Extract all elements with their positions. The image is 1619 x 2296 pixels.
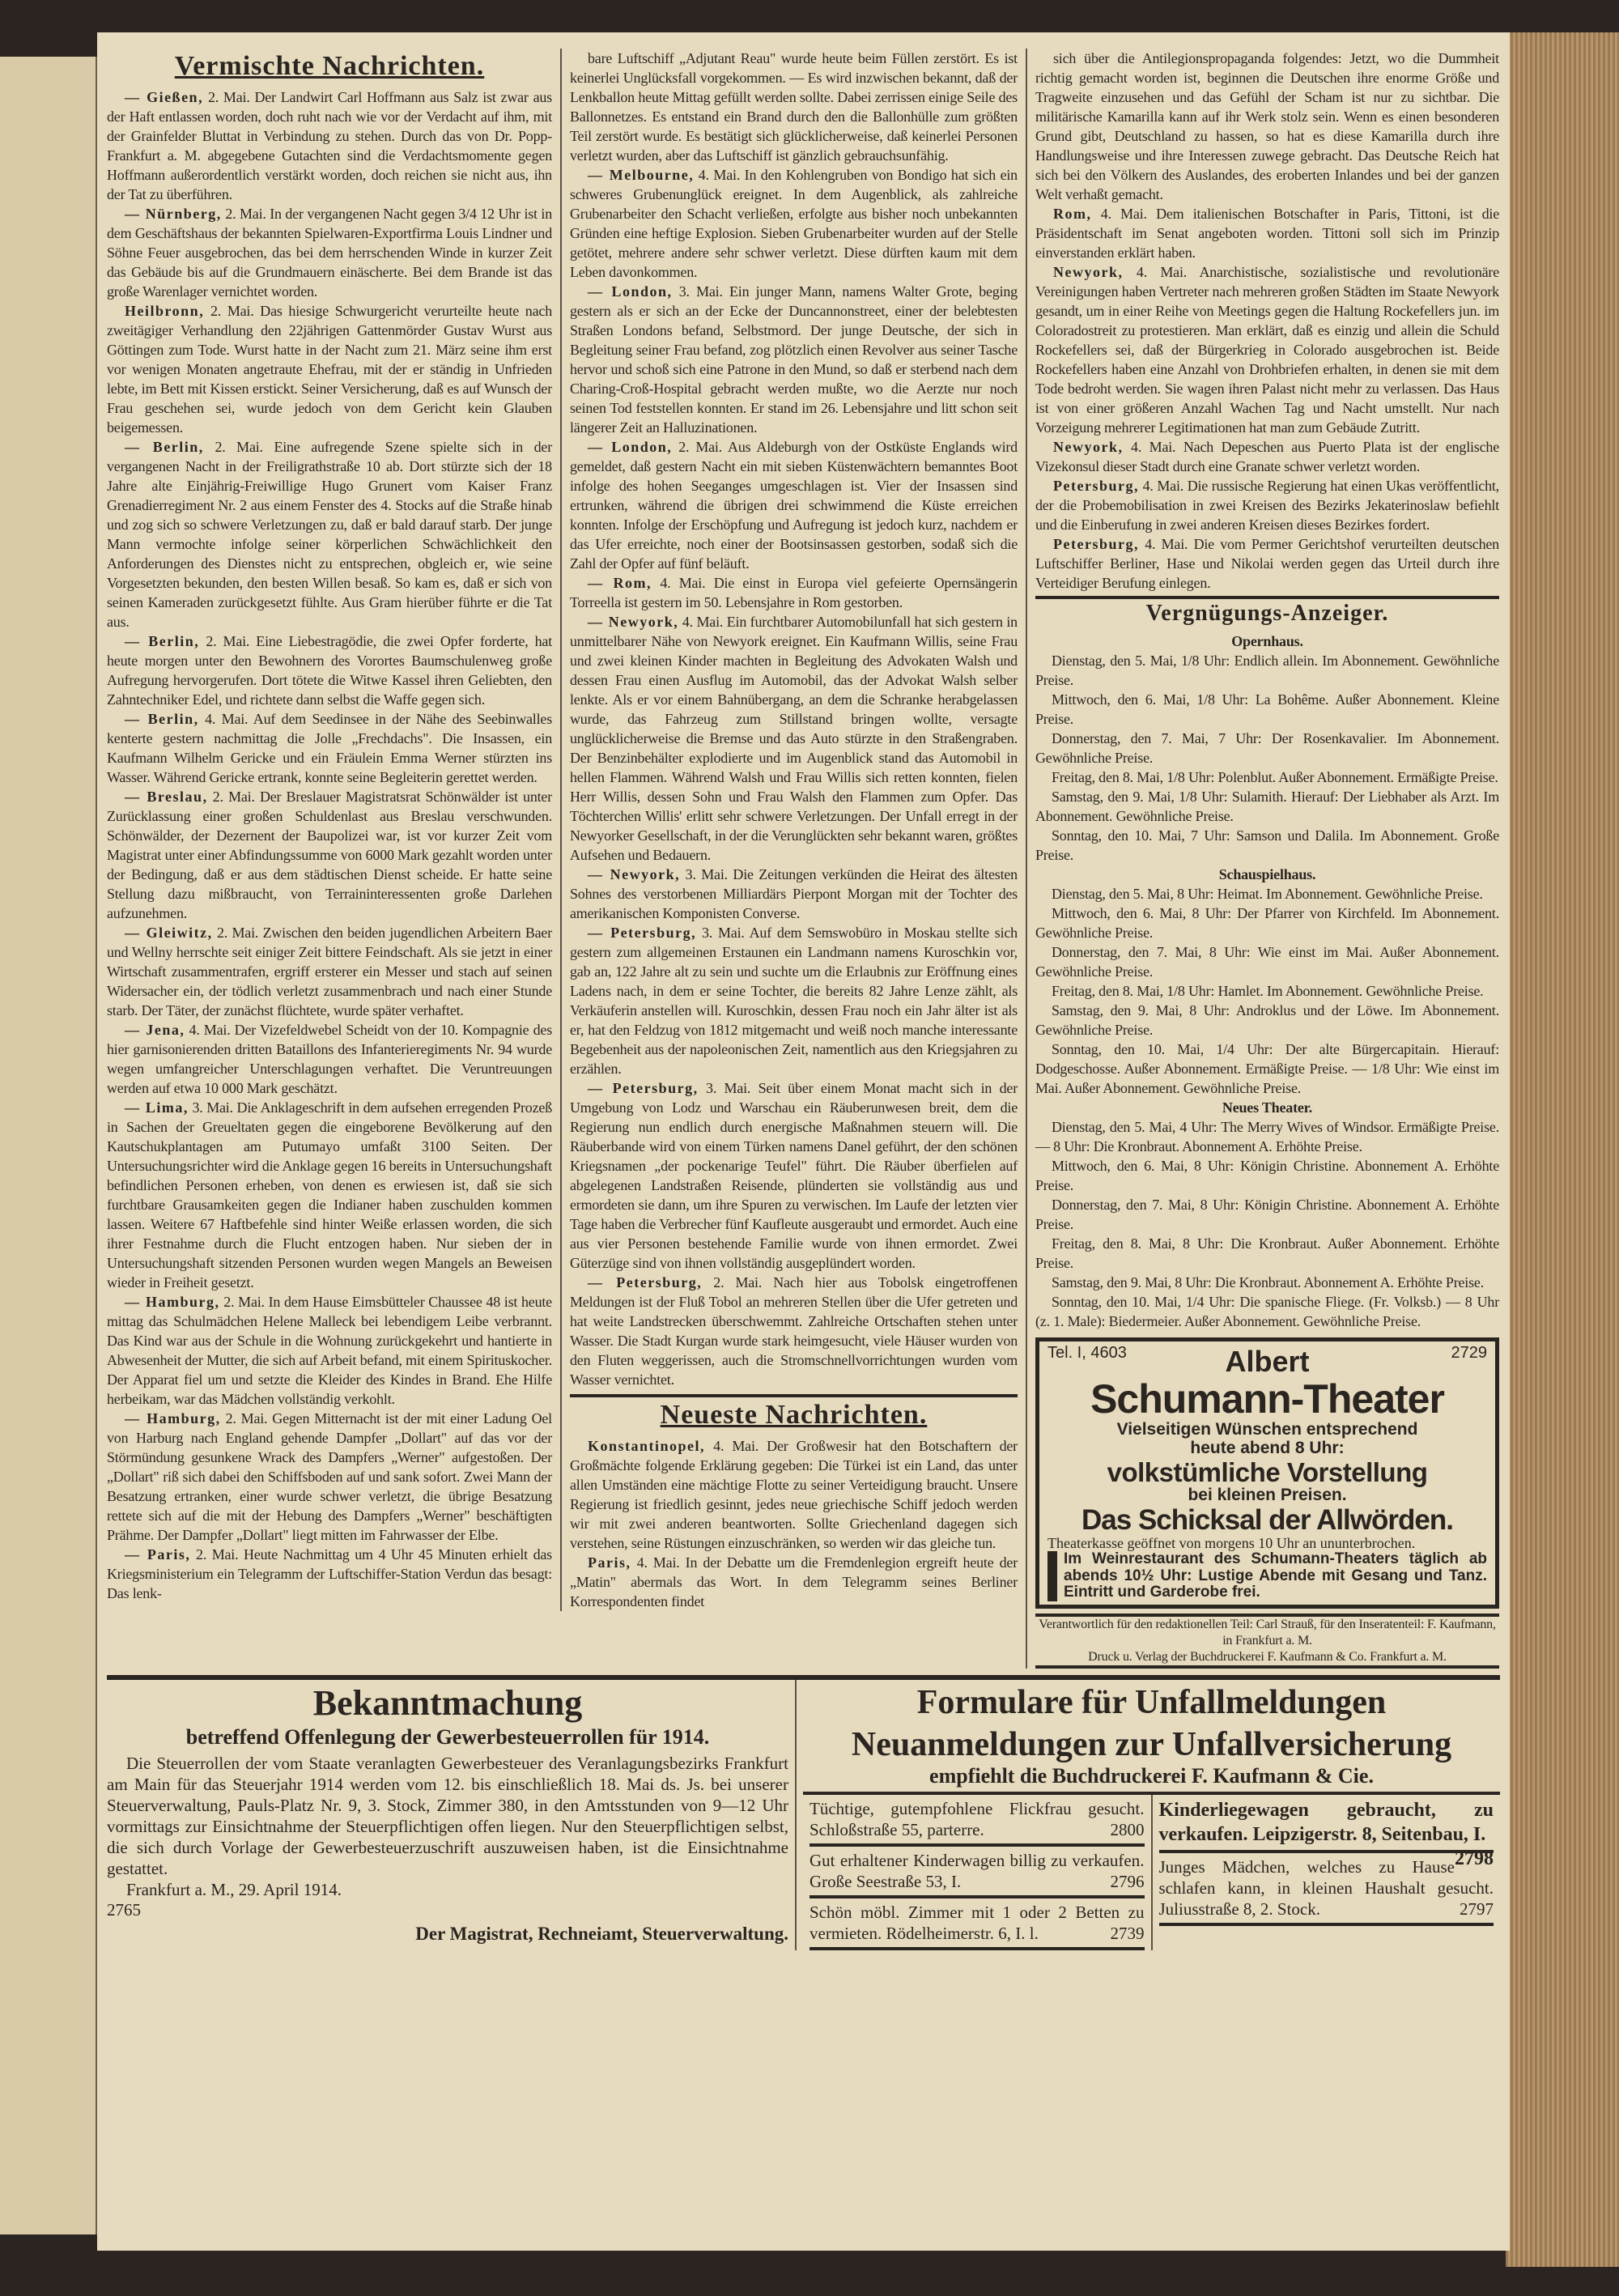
- news-dateline: — Paris,: [125, 1546, 191, 1563]
- news-dateline: — Petersburg,: [588, 1274, 703, 1290]
- news-text: 2. Mai. Der Breslauer Magistratsrat Schönwälder ist unter Zurücklassung einer großen Schuldenlast aus Breslau verschwunden. Schönwälder, der Dezernent der Baupolizei war, ist vor kurzer Zeit vom Magistrat unter einer Abfindungssumme von 6000 Mark gezahlt worden unter der Bedingung, daß er aus dem städtischen Dienst scheide. Er hatte seine Stellung dazu mißbraucht, von Terraininteressenten große Darlehen aufzunehmen.: [107, 789, 552, 921]
- program-entry: Donnerstag, den 7. Mai, 8 Uhr: Königin Christine. Abonnement A. Erhöhte Preise.: [1035, 1197, 1499, 1232]
- classified-number: 2796: [1110, 1871, 1145, 1891]
- classified-text: Gut erhaltener Kinderwagen billig zu verkaufen. Große Seestraße 53, I.: [810, 1850, 1145, 1891]
- classified-ad: [810, 1795, 1145, 1847]
- news-text: 2. Mai. Eine Liebestragödie, die zwei Opfer forderte, hat heute morgen unter den Bewohnern des Vorortes Baumschulenweg große Aufregung hervorgerufen. Dort tötete die Witwe Kassel ihren Geliebten, den Zahntechniker Edel, und richtete dann selbst die Waffe gegen sich.: [107, 633, 552, 708]
- news-item: [570, 1078, 1018, 1273]
- news-text: 4. Mai. Der Großwesir hat den Botschaftern der Großmächte folgende Erklärung gegeben: Die Türkei ist ein Land, das unter allen Umständen eine mächtige Flotte zu seiner Verteidigung braucht. Unsere Regierung ist friedlich gesinnt, jedes neue griechische Schiff jedoch werden wir mit zwei anderen beantworten. Sollte Griechenland dagegen sich verstehen, seine Rüstungen einzuschränken, so werden wir das gleiche tun.: [570, 1438, 1018, 1551]
- ad-line: Vielseitigen Wünschen entsprechend: [1116, 1420, 1418, 1439]
- news-dateline: — Lima,: [125, 1099, 189, 1116]
- news-text: 2. Mai. Zwischen den beiden jugendlichen Arbeitern Baer und Wellny herrschte seit einiger Zeit bittere Feindschaft. Als sie jetzt in einer Wirtschaft zusammentrafen, ergriff ersterer ein Messer und stach auf seinen Widersacher ein, der tödlich verletzt zusammenbrach und nach einer Stunde starb. Der Täter, der zunächst flüchtete, wurde später verhaftet.: [107, 925, 552, 1018]
- news-item: [107, 631, 552, 709]
- forms-ad: [795, 1680, 1500, 1950]
- news-item: [107, 301, 552, 437]
- news-dateline: — Gleiwitz,: [125, 925, 213, 941]
- news-text: 4. Mai. Die einst in Europa viel gefeierte Opernsängerin Torreella ist gestern im 50. Lebensjahre in Rom gestorben.: [570, 575, 1018, 610]
- classified-text: Junges Mädchen, welches zu Hause schlafen kann, in kleinen Haushalt gesucht. Juliusstraße 8, 2. Stock.: [1158, 1856, 1494, 1919]
- news-text: 3. Mai. Ein junger Mann, namens Walter Grote, beging gestern als er sich an der Ecke der Duncannonstreet, einer der belebtesten Straßen Londons befand, Selbstmord. Der junge Deutsche, der sich in Begleitung seiner Frau befand, zog plötzlich einen Revolver aus seiner Tasche hervor und schoß sich eine Patrone in den Mund, so daß er sterbend nach dem Charing-Croß-Hospital gebracht werden mußte, wo die Aerzte nur noch seinen Tod feststellen konnten. Er stand im 26. Lebensjahre und litt schon seit längerer Zeit an Halluzinationen.: [570, 283, 1018, 436]
- column-3: [1026, 49, 1499, 1669]
- program-entry: Samstag, den 9. Mai, 8 Uhr: Androklus und der Löwe. Im Abonnement. Gewöhnliche Preise.: [1035, 1002, 1499, 1038]
- news-item: [107, 1545, 552, 1603]
- news-item: [107, 787, 552, 923]
- news-text: 4. Mai. Die russische Regierung hat einen Ukas veröffentlicht, der die Probemobilisation in zwei Kreisen des Bezirks Jekaterinoslaw befiehlt und die Einberufung in zwei anderen Kreisen dieses Bezirkes fordert.: [1035, 478, 1499, 533]
- news-text: 3. Mai. Die Zeitungen verkünden die Heirat des ältesten Sohnes des verstorbenen Milliardärs Pierpont Morgan mit der Tochter des amerikanischen Komponisten Converse.: [570, 866, 1018, 921]
- program-entry: Samstag, den 9. Mai, 1/8 Uhr: Sulamith. Hierauf: Der Liebhaber als Arzt. Im Abonnement. Gewöhnliche Preise.: [1035, 789, 1499, 824]
- news-item: [1035, 437, 1499, 476]
- column-1: [107, 49, 560, 1603]
- news-item: [570, 612, 1018, 865]
- notice-signature: Der Magistrat, Rechneiamt, Steuerverwaltung.: [415, 1923, 788, 1944]
- ad-phone: Tel. I, 4603: [1047, 1344, 1127, 1362]
- news-text: sich über die Antilegionspropaganda folgendes: Jetzt, wo die Dummheit richtig gemacht worden ist, beginnen die Deutschen ihre enorme Größe und Tragweite einzusehen und das Gefühl der Scham ist nur zu sichtbar. Die militärische Kamarilla kann auf ihr Werk stolz sein. Wenn es einen besonderen Grund gibt, Deutschland zu hassen, so hat es diese Kamarilla durch ihre Handlungsweise und ihre Interessen zuwege gebracht. Das Deutsche Reich hat sich bei den Völkern des Auslandes, des eroberten Inlandes und bei der ganzen Welt verhaßt gemacht.: [1035, 50, 1499, 202]
- news-item: [570, 1436, 1018, 1553]
- program-entry: Sonntag, den 10. Mai, 7 Uhr: Samson und Dalila. Im Abonnement. Große Preise.: [1035, 827, 1499, 863]
- news-dateline: Newyork,: [1053, 439, 1124, 455]
- news-text: 4. Mai. In der Debatte um die Fremdenlegion ergreift heute der „Matin" abermals das Wort. In dem Telegramm seines Berliner Korrespondenten findet: [570, 1554, 1018, 1609]
- news-item: [107, 1292, 552, 1409]
- news-item: [107, 204, 552, 301]
- news-item: [1035, 204, 1499, 262]
- columns: [107, 49, 1500, 1669]
- news-dateline: — Newyork,: [588, 866, 681, 882]
- news-item: [107, 1020, 552, 1098]
- news-item: [107, 87, 552, 204]
- news-dateline: — Petersburg,: [588, 925, 697, 941]
- program-entry: Samstag, den 9. Mai, 8 Uhr: Die Kronbraut. Abonnement A. Erhöhte Preise.: [1052, 1274, 1485, 1290]
- ad-line: Das Schicksal der Allwörden.: [1081, 1504, 1453, 1537]
- classifieds-left: [803, 1795, 1153, 1950]
- news-item: [570, 165, 1018, 282]
- program-entry: Dienstag, den 5. Mai, 8 Uhr: Heimat. Im Abonnement. Gewöhnliche Preise.: [1052, 886, 1483, 902]
- imprint: [1035, 1614, 1499, 1669]
- news-item: [107, 923, 552, 1020]
- news-text: 2. Mai. Gegen Mitternacht ist der mit einer Ladung Oel von Harburg nach England gehende Dampfer „Dollart" auf das vor der Störmündung gesunkene Wrack des Dampfers „Werner" aufgestoßen. Der „Dollart" riß sich dabei den Schiffsboden auf und sank sofort. Zwei Mann der Besatzung ertranken, einer wurde schwer verletzt, die übrige Besatzung rettete sich auf die mit der Hebung des Dampfers „Werner" beschäftigten Prähme. Der Dampfer „Dollart" liegt mitten im Fahrwasser der Elbe.: [107, 1410, 552, 1543]
- news-dateline: — Newyork,: [588, 614, 679, 630]
- news-text: 2. Mai. Aus Aldeburgh von der Ostküste Englands wird gemeldet, daß gestern Nacht ein mit sieben Küstenwächtern bemanntes Boot infolge des hohen Seeganges umgeschlagen ist. Vier der Insassen sind ertrunken, während die übrigen drei schwimmend die Küste erreichen konnten. Infolge der Erschöpfung und Aufregung ist jedoch kurz, nachdem er das Ufer erreichte, noch einer der Bootsinsassen gestorben, sodaß sich die Zahl der Opfer auf fünf beläuft.: [570, 439, 1018, 572]
- classified-ad: [1158, 1795, 1494, 1869]
- news-dateline: — London,: [588, 283, 673, 300]
- notice-number: 2765: [107, 1899, 141, 1920]
- news-item: [107, 709, 552, 787]
- ad-line: volkstümliche Vorstellung: [1107, 1456, 1428, 1487]
- news-text: 4. Mai. Der Vizefeldwebel Scheidt von der 10. Kompagnie des hier garnisonierenden dritten Bataillons des Infanterieregiments Nr. 94 wurde wegen umfangreicher Unterschlagungen verhaftet. Die Veruntreuungen werden auf etwa 10 000 Mark geschätzt.: [107, 1022, 552, 1096]
- notice-title: Bekanntmachung: [312, 1682, 583, 1723]
- news-item: [107, 1098, 552, 1292]
- classified-number: 2797: [1460, 1898, 1494, 1919]
- ad-line: Neuanmeldungen zur Unfallversicherung: [851, 1725, 1452, 1763]
- classified-number: 2798: [1455, 1847, 1494, 1869]
- news-dateline: — Berlin,: [125, 711, 199, 727]
- ad-number: 2729: [1451, 1344, 1487, 1362]
- news-text: 4. Mai. Anarchistische, sozialistische und revolutionäre Vereinigungen haben Vertreter nach mehreren großen Städten im Staate Newyork gesandt, um in einer Reihe von Meetings gegen die Haltung Rockefellers jun. im Coloradostreit zu protestieren. Man erklärt, daß es einzig und allein die Schuld Rockefellers sei, daß der Bürgerkrieg in Colorado ausgebrochen ist. Beide Rockefellers haben eine Anzahl von Drohbriefen erhalten, in denen sie mit dem Tode bedroht werden. Sie wagen ihren Palast nicht mehr zu verlassen. Das Haus ist von einer größeren Anzahl Wachen Tag und Nacht umstellt. Nur nach Vorzeigung mehrerer Legitimationen hat man zum Gebäude Zutritt.: [1035, 264, 1499, 436]
- news-item: [570, 282, 1018, 437]
- news-text: 4. Mai. Die vom Permer Gerichtshof verurteilten deutschen Luftschiffer Berliner, Hase und Nikolai werden gegen das Urteil durch ihre Verteidiger Berufung einlegen.: [1035, 536, 1499, 591]
- news-text: 4. Mai. Auf dem Seedinsee in der Nähe des Seebinwalles kenterte gestern nachmittag die Jolle „Frechdachs". Die Insassen, ein Kaufmann Wilhelm Gericke und ein Fräulein Emma Werner stürzten ins Wasser. Während Gericke ertrank, konnte seine Begleiterin gerettet werden.: [107, 711, 553, 785]
- program-entry: Sonntag, den 10. Mai, 1/4 Uhr: Der alte Bürgercapitain. Hierauf: Dodgeschosse. Außer Abonnement. Ermäßigte Preise. — 1/8 Uhr: Wie einst im Mai. Außer Abonnement. Gewöhnliche Preise.: [1035, 1041, 1499, 1096]
- program-entry: Freitag, den 8. Mai, 1/8 Uhr: Hamlet. Im Abonnement. Gewöhnliche Preise.: [1052, 983, 1484, 999]
- news-item: [1035, 476, 1499, 534]
- imprint-line: Druck u. Verlag der Buchdruckerei F. Kaufmann & Co. Frankfurt a. M.: [1088, 1649, 1447, 1664]
- ad-line: Im Weinrestaurant des Schumann-Theaters täglich ab abends 10½ Uhr: Lustige Abende mit Gesang und Tanz. Eintritt und Garderobe frei.: [1047, 1551, 1487, 1601]
- news-text: 2. Mai. Nach hier aus Tobolsk eingetroffenen Meldungen ist der Fluß Tobol an mehreren Stellen über die Ufer getreten und hat weite Landstrecken überschwemmt. Zahlreiche Ortschaften stehen unter Wasser. Die Stadt Kurgan wurde stark heimgesucht, viele Häuser wurden von den Fluten weggerissen, auch die Stromschnellvorrichtungen wurden vom Wasser vernichtet.: [570, 1274, 1018, 1388]
- program-entry: Mittwoch, den 6. Mai, 8 Uhr: Der Pfarrer von Kirchfeld. Im Abonnement. Gewöhnliche Preise.: [1035, 905, 1499, 941]
- news-dateline: — London,: [588, 439, 673, 455]
- news-item: [570, 49, 1018, 165]
- program-entry: Donnerstag, den 7. Mai, 7 Uhr: Der Rosenkavalier. Im Abonnement. Gewöhnliche Preise.: [1035, 730, 1499, 766]
- news-dateline: Konstantinopel,: [588, 1438, 706, 1454]
- ad-line: heute abend 8 Uhr:: [1190, 1439, 1345, 1458]
- news-dateline: Newyork,: [1053, 264, 1124, 280]
- news-item: [107, 1409, 552, 1545]
- theater-name: Schauspielhaus.: [1218, 866, 1316, 882]
- classified-ad: [810, 1847, 1145, 1898]
- schumann-theater-ad: [1035, 1337, 1499, 1609]
- notice-body: Die Steuerrollen der vom Staate veranlagten Gewerbesteuer des Veranlagungsbezirks Frankfurt am Main für das Steuerjahr 1914 werden vom 12. bis einschließlich 18. Mai ds. Js. bei unserer Steuerverwaltung, Pauls-Platz Nr. 9, 3. Stock, Zimmer 380, in den Amtsstunden von 9—12 Uhr vormittags zur Einsichtnahme der Steuerpflichtigen offen liegen. Nur den Steuerpflichtigen selbst, die sich durch Vorlage der Gewerbesteuerzuschrift auszuweisen haben, ist die Einsichtnahme gestattet.: [107, 1753, 788, 1878]
- news-dateline: — Gießen,: [125, 89, 204, 105]
- classified-number: 2739: [1110, 1923, 1145, 1943]
- news-dateline: — Rom,: [588, 575, 652, 591]
- news-dateline: — Hamburg,: [125, 1410, 221, 1426]
- news-dateline: Heilbronn,: [125, 303, 205, 319]
- ad-line: Albert: [1225, 1344, 1310, 1378]
- news-dateline: Petersburg,: [1053, 536, 1139, 552]
- program-entry: Donnerstag, den 7. Mai, 8 Uhr: Wie einst im Mai. Außer Abonnement. Gewöhnliche Preise.: [1035, 944, 1499, 980]
- news-item: [570, 923, 1018, 1078]
- news-text: 4. Mai. Ein furchtbarer Automobilunfall hat sich gestern in unmittelbarer Nähe von Newyork ereignet. Ein Kaufmann Willis, seine Frau und zwei kleinen Kinder machten in Begleitung des Advokaten Walsh und dessen Frau einen Ausflug im Automobil, das der Advokat Walsh selber lenkte. Als er vor einem Bahnübergang, an dem die Schranke herabgelassen wurde, das Fahrzeug zum Stillstand bringen wollte, versagte unglücklicherweise die Bremse und das Auto stürzte in den Straßengraben. Der Benzinbehälter explodierte und im Augenblick stand das Automobil in hellen Flammen. Während Walsh und Frau Willis sich retten konnten, fielen Herr Willis, dessen Sohn und Frau Walsh den Flammen zum Opfer. Das Töchterchen Willis' erlitt sehr schwere Verletzungen. Der Unfall erregt in der Newyorker Gesellschaft, in der die Verunglückten sehr bekannt waren, größtes Aufsehen und Bedauern.: [570, 614, 1018, 863]
- theater-name: Opernhaus.: [1231, 633, 1303, 649]
- news-dateline: — Berlin,: [125, 633, 200, 649]
- news-dateline: Petersburg,: [1053, 478, 1139, 494]
- classified-number: 2800: [1110, 1819, 1145, 1839]
- classified-text: Schön möbl. Zimmer mit 1 oder 2 Betten zu vermieten. Rödelheimerstr. 6, I. l.: [810, 1902, 1145, 1943]
- news-text: 4. Mai. In den Kohlengruben von Bondigo hat sich ein schweres Grubenunglück ereignet. In dem Augenblick, als zahlreiche Grubenarbeiter den Schacht verließen, erfolgte aus bisher noch unbekannten Gründen eine heftige Explosion. Sieben Grubenarbeiter wurden auf der Stelle getötet, mehrere andere sehr schwer verletzt. Diese dürften kaum mit dem Leben davonkommen.: [570, 167, 1018, 280]
- theater-name: Neues Theater.: [1222, 1099, 1313, 1116]
- news-dateline: — Melbourne,: [588, 167, 695, 183]
- news-item: [1035, 262, 1499, 437]
- program-entry: Dienstag, den 5. Mai, 1/8 Uhr: Endlich allein. Im Abonnement. Gewöhnliche Preise.: [1035, 653, 1499, 688]
- news-text: 3. Mai. Die Anklageschrift in dem aufsehen erregenden Prozeß in Sachen der Greueltaten gegen die eingeborene Bevölkerung auf den Kautschukplantagen am Putumayo umfaßt 3100 Seiten. Der Untersuchungsrichter wird die Anklage gegen 16 bereits in Untersuchungshaft befindlichen Personen erheben, von denen es erwiesen ist, daß sie sich furchtbare Grausamkeiten gegen die Indianer haben zuschulden kommen lassen. Weitere 67 Haftbefehle sind hinter Weiße erlassen worden, die sich ihrer Festnahme durch die Flucht entzogen haben. Nur sieben der in Untersuchungshaft sitzenden Personen wurden wegen Mangels an Beweisen wieder in Freiheit gesetzt.: [107, 1099, 552, 1290]
- section-title: Vermischte Nachrichten.: [174, 51, 485, 81]
- news-item: [1035, 49, 1499, 204]
- news-item: [107, 437, 552, 631]
- program-entry: Mittwoch, den 6. Mai, 8 Uhr: Königin Christine. Abonnement A. Erhöhte Preise.: [1035, 1158, 1499, 1193]
- classifieds-right: [1153, 1795, 1501, 1950]
- tax-notice: [107, 1680, 795, 1950]
- ad-line: Formulare für Unfallmeldungen: [916, 1683, 1387, 1721]
- notice-subtitle: betreffend Offenlegung der Gewerbesteuerrollen für 1914.: [185, 1724, 710, 1749]
- ad-line: empfiehlt die Buchdruckerei F. Kaufmann & Cie.: [803, 1764, 1500, 1795]
- program-entry: Freitag, den 8. Mai, 1/8 Uhr: Polenblut. Außer Abonnement. Ermäßigte Preise.: [1052, 769, 1498, 785]
- ad-line: bei kleinen Preisen.: [1188, 1486, 1347, 1505]
- news-text: 2. Mai. Der Landwirt Carl Hoffmann aus Salz ist zwar aus der Haft entlassen worden, doch ruht nach wie vor der Verdacht auf ihm, mit der Grainfelder Bluttat in Verbindung zu stehen. Durch das von Dr. Popp-Frankfurt a. M. abgegebene Gutachten sind die Verdachtsmomente gegen Hoffmann außerordentlich verstärkt worden, doch reichen sie nicht aus, ihn der Tat zu überführen.: [107, 89, 552, 202]
- news-text: 3. Mai. Auf dem Semswobüro in Moskau stellte sich gestern zum allgemeinen Erstaunen ein Landmann namens Kuroschkin vor, gab an, 122 Jahre alt zu sein und suchte um die Erlaubnis zur Eröffnung eines Ladens nach, in dem er seine Tochter, die bereits 82 Jahre Lenze zählt, als Verkäuferin anstellen will. Kuroschkin, dessen Frau noch ein Jahr älter ist als er, hat den Feldzug von 1812 mitgemacht und weiß noch manche interessante Begebenheit aus der napoleonischen Zeit, namentlich aus den Kriegsjahren zu erzählen.: [570, 925, 1018, 1077]
- news-item: [570, 865, 1018, 923]
- ad-line: Theaterkasse geöffnet von morgens 10 Uhr an ununterbrochen.: [1047, 1534, 1416, 1551]
- adjacent-page-edge: [0, 57, 98, 2234]
- news-dateline: Rom,: [1053, 206, 1092, 222]
- news-dateline: — Jena,: [125, 1022, 185, 1038]
- news-text: 2. Mai. In dem Hause Eimsbütteler Chaussee 48 ist heute mittag das Schulmädchen Helene Malleck bei lebendigem Leibe verbrannt. Das Kind war aus der Schule in die Wohnung zurückgekehrt und hantierte in Abwesenheit der Mutter, die sich auf Arbeit befand, mit einem Spirituskocher. Der Apparat fiel um und setzte die Kleider des Kindes in Brand. Ehe Hilfe herbeikam, war das Mädchen vollständig verkohlt.: [107, 1294, 552, 1407]
- news-dateline: — Breslau,: [125, 789, 208, 805]
- classified-ad: [810, 1898, 1145, 1950]
- news-text: bare Luftschiff „Adjutant Reau" wurde heute beim Füllen zerstört. Es ist keinerlei Unglücksfall vorgekommen. — Es wird inzwischen bekannt, daß der Lenkballon heute Mittag gefüllt werden sollte. Dabei zerrissen einige Seile des Ballonnetzes. Es entstand ein Brand durch den die Ballonhülle zum größten Teil zerstört wurde. Es bestätigt sich glücklicherweise, daß keinerlei Personen verletzt wurden, aber das Luftschiff ist gänzlich gebrauchsunfähig.: [570, 50, 1018, 164]
- news-dateline: — Petersburg,: [588, 1080, 699, 1096]
- program-entry: Sonntag, den 10. Mai, 1/4 Uhr: Die spanische Fliege. (Fr. Volksb.) — 8 Uhr (z. 1. Male): Biedermeier. Außer Abonnement. Gewöhnliche Preise.: [1035, 1294, 1499, 1329]
- news-text: 2. Mai. Eine aufregende Szene spielte sich in der vergangenen Nacht in der Freiligrathstraße 10 ab. Dort stürzte sich der 18 Jahre alte Einjährig-Freiwillige Hugo Grunert vom Kaiser Franz Grenadierregiment Nr. 2 aus einem Fenster des 4. Stocks auf die Straße hinab und zog sich so schwere Verletzungen zu, daß er bald darauf starb. Der junge Mann vermochte infolge seiner körperlichen Schwächlichkeit den Anforderungen des Dienstes nicht zu entsprechen, obgleich er, wie seine Vorgesetzten bekunden, den besten Willen besaß. So kam es, daß er sich von seinen Kameraden zurückgesetzt fühlte. Aus Gram hierüber führte er die Tat aus.: [107, 439, 552, 630]
- classified-text: Kinderliegewagen gebraucht, zu verkaufen. Leipzigerstr. 8, Seitenbau, I.: [1158, 1799, 1494, 1845]
- news-dateline: — Berlin,: [125, 439, 204, 455]
- news-dateline: — Nürnberg,: [125, 206, 222, 222]
- latest-news-title: Neueste Nachrichten.: [570, 1394, 1018, 1433]
- book-page-edges: [1506, 32, 1619, 2267]
- news-item: [1035, 534, 1499, 593]
- news-text: 4. Mai. Nach Depeschen aus Puerto Plata ist der englische Vizekonsul dieser Stadt durch eine Granate schwer verletzt worden.: [1035, 439, 1499, 474]
- news-text: 2. Mai. In der vergangenen Nacht gegen 3/4 12 Uhr ist in dem Geschäftshaus der bekannten Spielwaren-Exportfirma Louis Lindner und Söhne Feuer ausgebrochen, das bei dem herrschenden Winde in kurzer Zeit das Gebäude bis auf die Grundmauern einäscherte. Bei dem Brande ist das große Warenlager vernichtet worden.: [107, 206, 553, 300]
- newspaper-page: [97, 32, 1510, 2251]
- news-dateline: — Hamburg,: [125, 1294, 220, 1310]
- news-item: [570, 1273, 1018, 1389]
- news-item: [570, 437, 1018, 573]
- news-item: [570, 1553, 1018, 1611]
- bottom-ads: [107, 1675, 1500, 1950]
- program-entry: Freitag, den 8. Mai, 8 Uhr: Die Kronbraut. Außer Abonnement. Erhöhte Preise.: [1035, 1235, 1499, 1271]
- ad-line: Schumann-Theater: [1090, 1376, 1444, 1422]
- imprint-line: Verantwortlich für den redaktionellen Teil: Carl Strauß, für den Inseratenteil: F. Kaufmann, in Frankfurt a. M.: [1039, 1617, 1496, 1648]
- news-text: 3. Mai. Seit über einem Monat macht sich in der Umgebung von Lodz und Warschau ein Räuberunwesen breit, dem die Regierung nun endlich durch energische Maßnahmen steuern will. Die Räuberbande wird von einem Türken namens Danel geführt, der den schönen Kriegsnamen „der pockenarige Teufel" führt. Die Räuber überfielen auf abgelegenen Landstraßen Reisende, plünderten sie vollständig aus und ermordeten sie dann, um ihre Spuren zu verwischen. Im Laufe der letzten vier Tage haben die Verbrecher fünf Kaufleute ausgeraubt und ermordet. Auch eine aus vier Personen bestehende Familie wurde von ihnen ermordet. Zwei Güterzüge sind von ihnen vollständig ausgeplündert worden.: [570, 1080, 1018, 1271]
- news-dateline: Paris,: [588, 1554, 631, 1571]
- classified-ad: [1159, 1853, 1494, 1926]
- news-text: 4. Mai. Dem italienischen Botschafter in Paris, Tittoni, ist die Präsidentschaft im Senat angeboten worden. Tittoni soll sich im Prinzip einverstanden erklärt haben.: [1035, 206, 1499, 261]
- program-entry: Mittwoch, den 6. Mai, 1/8 Uhr: La Bohême. Außer Abonnement. Kleine Preise.: [1035, 691, 1499, 727]
- news-text: 2. Mai. Das hiesige Schwurgericht verurteilte heute nach zweitägiger Verhandlung den 22jährigen Gattenmörder Gustav Wurst aus Göttingen zum Tode. Wurst hatte in der Nacht zum 21. März seine ihm erst vor wenigen Monaten angetraute Ehefrau, mit der er ständig in Unfrieden lebte, im Bett mit Kissen erstickt. Seiner Versicherung, daß es auf Wunsch der Frau geschehen sei, wurde jedoch von dem Gericht kein Glauben beigemessen.: [107, 303, 552, 436]
- entertainment-title: Vergnügungs-Anzeiger.: [1035, 596, 1499, 628]
- column-2: [560, 49, 1026, 1611]
- news-item: [570, 573, 1018, 612]
- news-text: 2. Mai. Heute Nachmittag um 4 Uhr 45 Minuten erhielt das Kriegsministerium ein Telegramm der Luftschiffer-Station Verdun das besagt: Das lenk-: [107, 1546, 552, 1601]
- notice-date: Frankfurt a. M., 29. April 1914.: [126, 1879, 342, 1899]
- classified-text: Tüchtige, gutempfohlene Flickfrau gesucht. Schloßstraße 55, parterre.: [810, 1798, 1145, 1839]
- program-entry: Dienstag, den 5. Mai, 4 Uhr: The Merry Wives of Windsor. Ermäßigte Preise. — 8 Uhr: Die Kronbraut. Abonnement A. Erhöhte Preise.: [1035, 1119, 1499, 1154]
